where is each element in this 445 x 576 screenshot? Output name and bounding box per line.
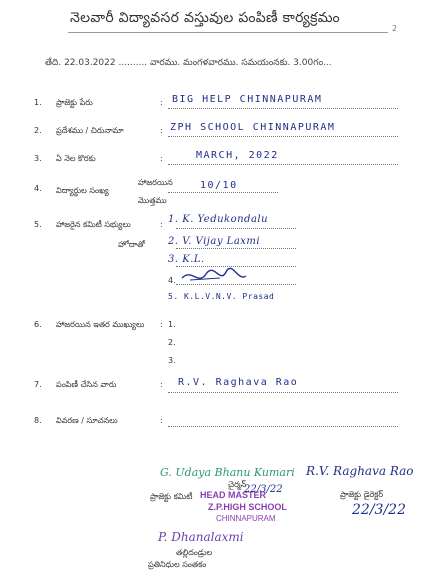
committee-chair: చైర్మన్ bbox=[228, 480, 247, 489]
row-3-value: MARCH, 2022 bbox=[196, 150, 279, 161]
row-6-colon: : bbox=[160, 320, 163, 329]
row-4-line bbox=[168, 192, 278, 193]
row-3-label: ఏ నెల కొరకు bbox=[56, 154, 96, 163]
row-5-number: 5. bbox=[34, 220, 42, 229]
row-1-line bbox=[168, 108, 398, 109]
row-1-colon: : bbox=[160, 98, 163, 107]
member-4-signature bbox=[180, 266, 250, 288]
date-line: తేది. 22.03.2022 .......... వారము. మంగళవారము. సమయంనకు. 3.00గం... bbox=[45, 58, 332, 68]
committee-signature: G. Udaya Bhanu Kumari bbox=[160, 466, 295, 479]
other-2: 2. bbox=[168, 338, 176, 347]
row-4-number: 4. bbox=[34, 184, 42, 193]
row-4-sub-top: హాజరయిన bbox=[138, 178, 173, 187]
row-7-number: 7. bbox=[34, 380, 42, 389]
row-4-sub-bottom: మొత్తము bbox=[138, 196, 167, 205]
row-7-colon: : bbox=[160, 380, 163, 389]
director-signature: R.V. Raghava Rao bbox=[306, 464, 414, 478]
member-3: 3. K.L. bbox=[168, 254, 205, 265]
row-2-value: ZPH SCHOOL CHINNAPURAM bbox=[170, 122, 336, 133]
row-1-value: BIG HELP CHINNAPURAM bbox=[172, 94, 323, 105]
other-1: 1. bbox=[168, 320, 176, 329]
parent-label: ప్రతినిధుల సంతకం bbox=[148, 560, 207, 569]
row-2-colon: : bbox=[160, 126, 163, 135]
row-4-label: విద్యార్థుల సంఖ్య bbox=[56, 186, 109, 195]
row-1-label: ప్రాజెక్టు పేరు bbox=[56, 98, 93, 107]
member-4: 4. bbox=[168, 276, 176, 285]
row-6-number: 6. bbox=[34, 320, 42, 329]
member-2-line bbox=[176, 248, 296, 249]
director-label: ప్రాజెక్టు డైరెక్టర్ bbox=[340, 490, 384, 499]
member-2: 2. V. Vijay Laxmi bbox=[168, 236, 261, 247]
row-7-label: పంపిణీ చేసిన వారు bbox=[56, 380, 117, 389]
parent-signature: P. Dhanalaxmi bbox=[158, 530, 244, 544]
row-7-value: R.V. Raghava Rao bbox=[178, 377, 299, 388]
member-1-line bbox=[176, 228, 296, 229]
row-5-colon: : bbox=[160, 220, 163, 229]
row-2-label: ప్రదేశము / చిరునామా bbox=[56, 126, 124, 135]
row-5-sub-label: హోదాతో bbox=[118, 240, 145, 249]
other-3: 3. bbox=[168, 356, 176, 365]
corner-mark: 2 bbox=[392, 24, 398, 33]
director-date: 22/3/22 bbox=[352, 502, 406, 518]
member-5: 5. K.L.V.N.V. Prasad bbox=[168, 292, 275, 301]
row-5-label: హాజరైన కమిటీ సభ్యులు bbox=[56, 220, 131, 229]
committee-label: ప్రాజెక్టు కమిటీ bbox=[150, 492, 193, 501]
row-4-value: 10/10 bbox=[200, 180, 238, 191]
row-2-line bbox=[168, 136, 398, 137]
row-8-label: వివరణ / సూచనలు bbox=[56, 416, 118, 425]
row-6-label: హాజరయిన ఇతర ముఖ్యులు bbox=[56, 320, 145, 329]
row-8-number: 8. bbox=[34, 416, 42, 425]
stamp-date: 22/3/22 bbox=[244, 484, 283, 495]
stamp-line-3: CHINNAPURAM bbox=[216, 514, 276, 523]
stamp-line-1: HEAD MASTER bbox=[200, 490, 267, 500]
form-title: నెలవారీ విద్యావసర వస్తువుల పంపిణీ కార్యక్రమం bbox=[70, 10, 340, 26]
stamp-line-2: Z.P.HIGH SCHOOL bbox=[208, 502, 287, 512]
parent-role: తల్లిదండ్రుల bbox=[176, 548, 213, 557]
row-8-line bbox=[168, 426, 398, 427]
row-7-line bbox=[168, 392, 398, 393]
row-2-number: 2. bbox=[34, 126, 42, 135]
title-underline bbox=[68, 32, 388, 33]
member-1: 1. K. Yedukondalu bbox=[168, 214, 269, 225]
row-3-colon: : bbox=[160, 154, 163, 163]
row-8-colon: : bbox=[160, 416, 163, 425]
row-1-number: 1. bbox=[34, 98, 42, 107]
row-3-line bbox=[168, 164, 398, 165]
row-3-number: 3. bbox=[34, 154, 42, 163]
